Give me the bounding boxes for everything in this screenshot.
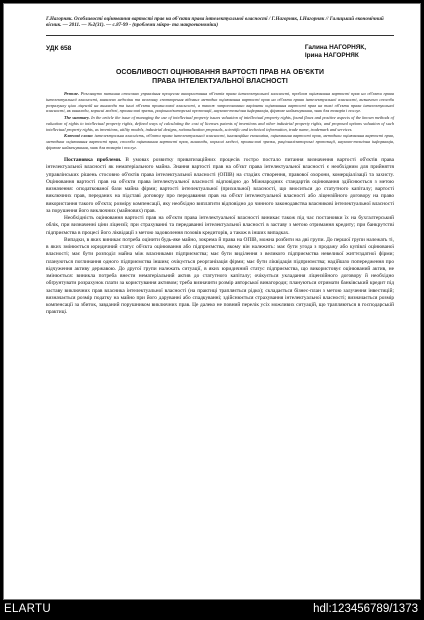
repository-name: ELARTU <box>4 603 51 615</box>
keywords-label: Ключові слова: <box>64 133 94 139</box>
abstract-resume <box>46 91 394 115</box>
paragraph-text: В умовах розвитку приватизаційних процесів гостро постало питання визначення вартості об'єктів права інтелектуальної власності як нематеріального майна. Знання вартості прав на об'єкт права інтелектуальної власності є необхідним для прийняття управлінських рішень стосовно об'єктів права інтелектуальної власності (ОПІВ) на стадіях створення, правової охорони, комерціалізації та захисту. Оцінювання вартості прав на об'єкти права інтелектуальної власності відповідно до Міжнародних стандартів оцінювання здійснюється з метою визначення: оподаткованої бази майна фірми; вартості інтелектуальної (прихильної) власності, що вноситься до статутного капіталу; вартості виключних прав, переданих на підставі договору про передавання прав на об'єкт інтелектуальної власності або ліцензійного договору на право використання такого об'єкта; розміру компенсації, яку необхідно виплатити відповідно до чинного законодавства власникові інтелектуальної власності за порушення його виключних (майнових) прав. <box>46 157 394 214</box>
article-title <box>46 68 394 86</box>
title-line: ПРАВА ІНТЕЛЕКТУАЛЬНОЇ ВЛАСНОСТІ <box>152 77 288 85</box>
running-head: Г.Нагорняк. Особливості оцінювання вартості прав на об'єкти права інтелектуальної власності / Г.Нагорняк, І.Нагорняк // Галицький економічний вісник. — 2011. — №2(31). — с.87-99 - (проблеми мікро- та макроекономіки) <box>46 16 384 29</box>
section-label: Постановка проблеми. <box>64 157 122 164</box>
header-rule <box>46 35 394 36</box>
keywords-text: інтелектуальна власність, об'єкти права інтелектуальної власності, інноваційна економіка, оцінювання вартості прав, методики оцінювання вартості прав, методика оцінювання вартості прав, способи оцінювання вартості прав, винаходи, корисні моделі, промислові зразки, раціоналізаторські пропозиції, науково-технічна інформація, фірмове найменування, знак для товарів і послуг. <box>46 133 394 151</box>
handle-identifier: hdl:123456789/1373 <box>313 603 418 615</box>
viewer-footer-bar <box>0 600 424 620</box>
resume-text: Розглянуто питання стосовно управління процесом використання об'єктів права інтелектуальної власності, проблем оцінювання вартості прав на об'єкти права інтелектуальної власності, виявлено недоліки та величину спотворення відомих методик оцінювання вартості прав на об'єкти права інтелектуальної власності, визначено способи розрахунку ціни ліцензій на винаходи та інші об'єкти промислової власності, а також запропоновано варіанти оцінювання вартості прав на такі об'єкти права інтелектуальної власності, як винаходи, корисні моделі, промислові зразки, раціоналізаторські пропозиції, науково-технічна інформація, фірмове найменування, знак для товарів і послуг. <box>46 90 395 114</box>
title-line: ОСОБЛИВОСТІ ОЦІНЮВАННЯ ВАРТОСТІ ПРАВ НА ОБ'ЄКТИ <box>115 68 325 76</box>
document-page <box>3 3 421 600</box>
resume-label: Резюме. <box>64 90 80 96</box>
author-name: Ірина НАГОРНЯК <box>304 51 359 59</box>
body-paragraph: Необхідність оцінювання вартості прав на об'єкти права інтелектуальної власності виникає також під час постановки їх на бухгалтерський облік, при визначенні ціни ліцензії; при страхуванні та передаванні інтелектуальної власності в заставу з метою отримання кредиту; при банкрутстві підприємства в процесі його ліквідації з метою задоволення позовів кредиторів, а також в інших випадках. <box>46 215 394 236</box>
abstract-summary <box>46 115 394 133</box>
page-content <box>46 16 394 317</box>
body-paragraph <box>46 157 394 215</box>
author-block <box>305 42 394 60</box>
body-paragraph: Випадки, в яких виникає потреба оцінити будь-яке майно, зокрема й права на ОПІВ, можна розбити на дві групи. До першої групи належать ті, в яких змінюється юридичний статус об'єкта оцінювання або підприємства, якому він належить: має бути угода з продажу або купівлі оцінюваної власності; має бути розподіл майна між власниками підприємства; має бути виділення з великого підприємства невеликої життєздатної фірми; плануються поглинання одного підприємства іншим; очікується реорганізація фірми; має бути ліквідація підприємства; надійшло попередження про відчуження активу державою. До другої групи належать ситуації, в яких юридичний статус підприємства, що використовує оцінюваний актив, не змінюється: виникла потреба внести нематеріальний актив до статутного капіталу; очікується укладання ліцензійного договору й необхідно обґрунтувати розрахунок плати за користування активом; треба визначити розмір авторської винагороди; плануються отримати банківський кредит під заставу виключних прав власника інтелектуальної власності (на практиці трапляється рідко); складається бізнес-план з метою залучення інвестицій; визначається розмір податку на майно при його даруванні або спадкуванні; здійснюється страхування інтелектуальної власності; визначається розмір компенсації за збиток, завданий порушником виключних прав. Це далеко не повний перелік усіх можливих ситуацій, що трапляються в господарській практиці. <box>46 236 394 316</box>
author-name: Галина НАГОРНЯК, <box>304 43 366 51</box>
keywords <box>46 133 394 151</box>
summary-label: The summary. <box>64 114 90 120</box>
udk-code: УДК 658 <box>46 44 72 52</box>
summary-text: In the article the issue of managing the use of intellectual property issues valuation of intellectual property rights, found flaws and positive aspects of the known methods of valuation of rights to intellectual property rights, defined ways of calculating the cost of licenses patents of inventions and other industrial property rights, and proposed options valuation of such intellectual property rights, as inventions, utility models, industrial designs, rationalization proposals, scientific and technical information, trade name, trademark and services. <box>46 114 394 132</box>
udk-author-row <box>46 42 394 62</box>
